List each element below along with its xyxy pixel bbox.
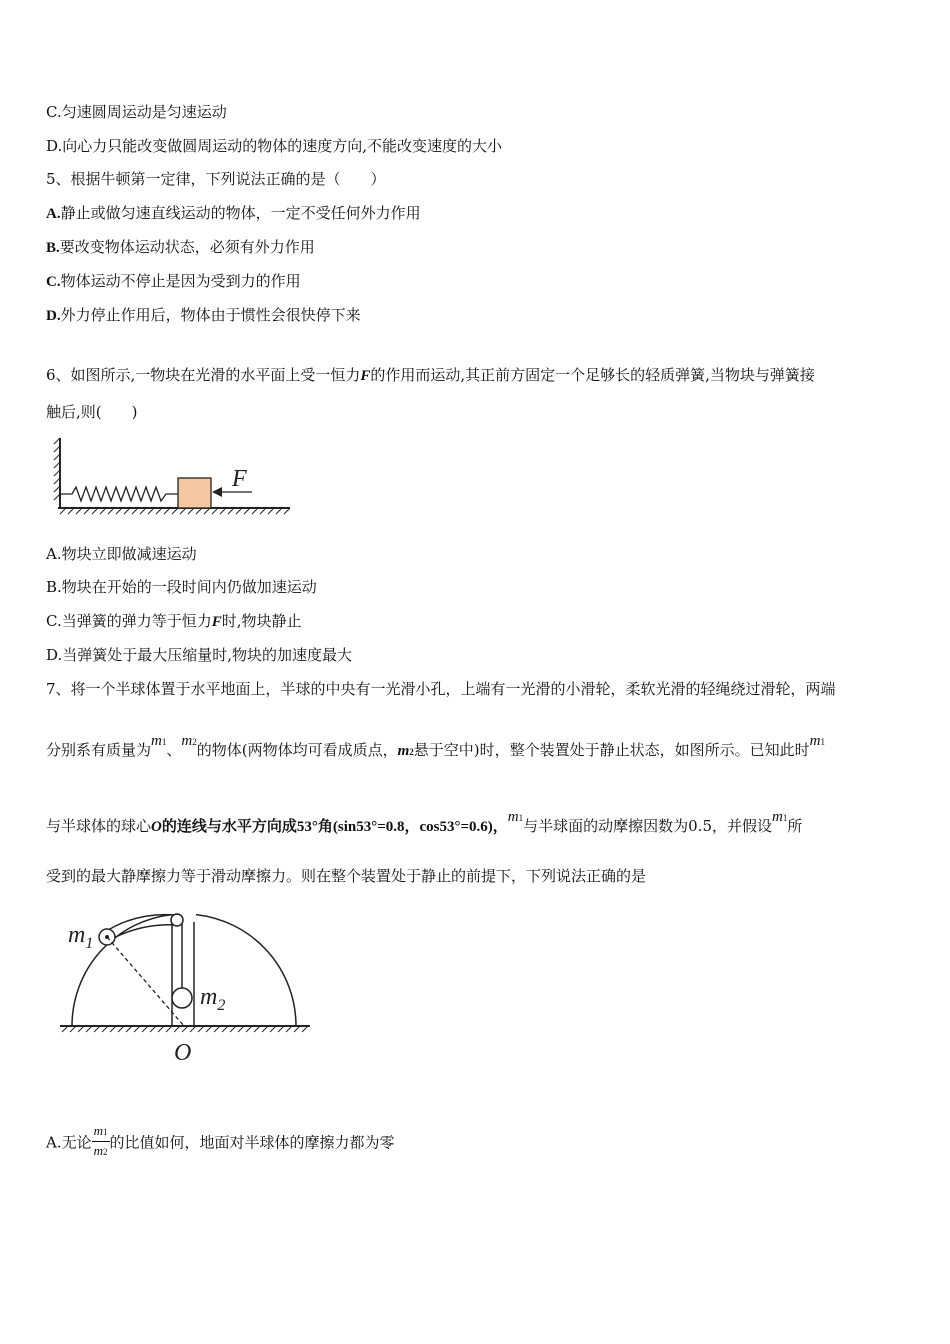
symbol-m1-line3: m1 [507,809,524,825]
q4-option-c-text: C.匀速圆周运动是匀速运动 [46,103,227,121]
q7-line3-c: 与半球面的动摩擦因数为0.5，并假设 [523,817,772,835]
label-m1: $m_1$ [68,922,94,952]
q6-option-c-force: F [211,614,222,630]
spring-block-figure [52,434,296,520]
m2-ball [172,988,192,1008]
q5-option-b [46,237,315,258]
symbol-m1-line3b: m1 [772,809,788,825]
q7-option-a-prefix: A.无论 [46,1133,92,1152]
q5-option-b-text: 要改变物体运动状态，必须有外力作用 [59,238,315,256]
q6-stem-line1 [46,365,815,386]
q6-option-d-text: D.当弹簧处于最大压缩量时,物块的加速度最大 [46,646,353,664]
q5-option-d-text: 外力停止作用后，物体由于惯性会很快停下来 [60,306,361,324]
q7-stem-line1-text: 7、将一个半球体置于水平地面上，半球的中央有一光滑小孔，上端有一光滑的小滑轮，柔软光滑的轻绳绕过滑轮，两端 [46,680,836,698]
q5-option-b-letter: B. [46,240,60,256]
q4-option-c [46,102,227,122]
q4-option-d [46,136,502,156]
symbol-O: O [151,819,162,835]
q7-stem-line1 [46,679,836,699]
q6-option-b [46,577,317,597]
q5-option-c [46,271,301,292]
q6-option-a-text: A.物块立即做减速运动 [46,545,197,563]
q6-stem-part1: 6、如图所示,一物块在光滑的水平面上受一恒力 [46,366,361,384]
q5-option-a-text: 静止或做匀速直线运动的物体，一定不受任何外力作用 [60,204,421,222]
q7-line2-sep: 、 [166,741,182,759]
q6-option-a [46,544,197,564]
hemisphere-left [72,915,172,1026]
q7-stem-line4 [46,866,646,886]
q5-option-d-letter: D. [46,308,61,324]
q6-force-symbol: F [360,368,371,384]
q6-option-c-part2: 时,物块静止 [221,612,302,630]
q5-option-d [46,305,361,326]
q5-stem-text: 5、根据牛顿第一定律，下列说法正确的是（ ） [46,170,386,188]
force-label: F [232,466,247,492]
q6-stem-part2: 的作用而运动,其正前方固定一个足够长的轻质弹簧,当物块与弹簧接 [370,366,815,384]
block [178,478,211,508]
q6-stem-line2-text: 触后,则( ) [46,403,138,421]
q6-stem-line2 [46,402,137,422]
q7-line3-a: 与半球体的球心 [46,817,152,835]
label-O: O [174,1040,192,1066]
q7-stem-line4-text: 受到的最大静摩擦力等于滑动摩擦力。则在整个装置处于静止的前提下，下列说法正确的是 [46,867,647,885]
label-m2: $m_2$ [200,984,226,1014]
q7-line2-c: 悬于空中)时，整个装置处于静止状态，如图所示。已知此时 [413,741,810,759]
q7-stem-line3 [46,809,803,838]
spring [60,487,178,501]
q6-option-c-part1: C.当弹簧的弹力等于恒力 [46,612,212,630]
hemisphere-figure [56,908,316,1068]
q6-option-b-text: B.物块在开始的一段时间内仍做加速运动 [46,578,317,596]
symbol-m2: m2 [181,733,197,749]
symbol-m2-bold: m2 [397,743,414,759]
q5-option-a [46,203,421,224]
symbol-m1: m1 [151,733,167,749]
q7-line3-d: 所 [787,817,803,835]
force-arrow-head [212,487,222,497]
q4-option-d-text: D.向心力只能改变做圆周运动的物体的速度方向,不能改变速度的大小 [46,137,503,155]
q7-line2-a: 分别系有质量为 [46,741,152,759]
q7-option-a [46,1124,395,1163]
q7-line2-b: 的物体(两物体均可看成质点， [196,741,398,759]
symbol-m1-end: m1 [809,733,825,749]
q5-option-c-text: 物体运动不停止是因为受到力的作用 [60,272,301,290]
fraction-m1-over-m2: $\frac{m1}{m2}$ [93,1123,108,1158]
q7-stem-line2 [46,733,825,762]
q6-option-d [46,645,352,665]
q5-option-a-letter: A. [46,206,61,222]
q7-option-a-suffix: 的比值如何，地面对半球体的摩擦力都为零 [109,1133,395,1152]
q6-option-c [46,611,302,632]
q5-stem [46,169,386,189]
pulley [171,914,183,926]
q5-option-c-letter: C. [46,274,61,290]
q7-line3-b: 的连线与水平方向成53°角(sin53°=0.8，cos53°=0.6)， [161,819,508,835]
